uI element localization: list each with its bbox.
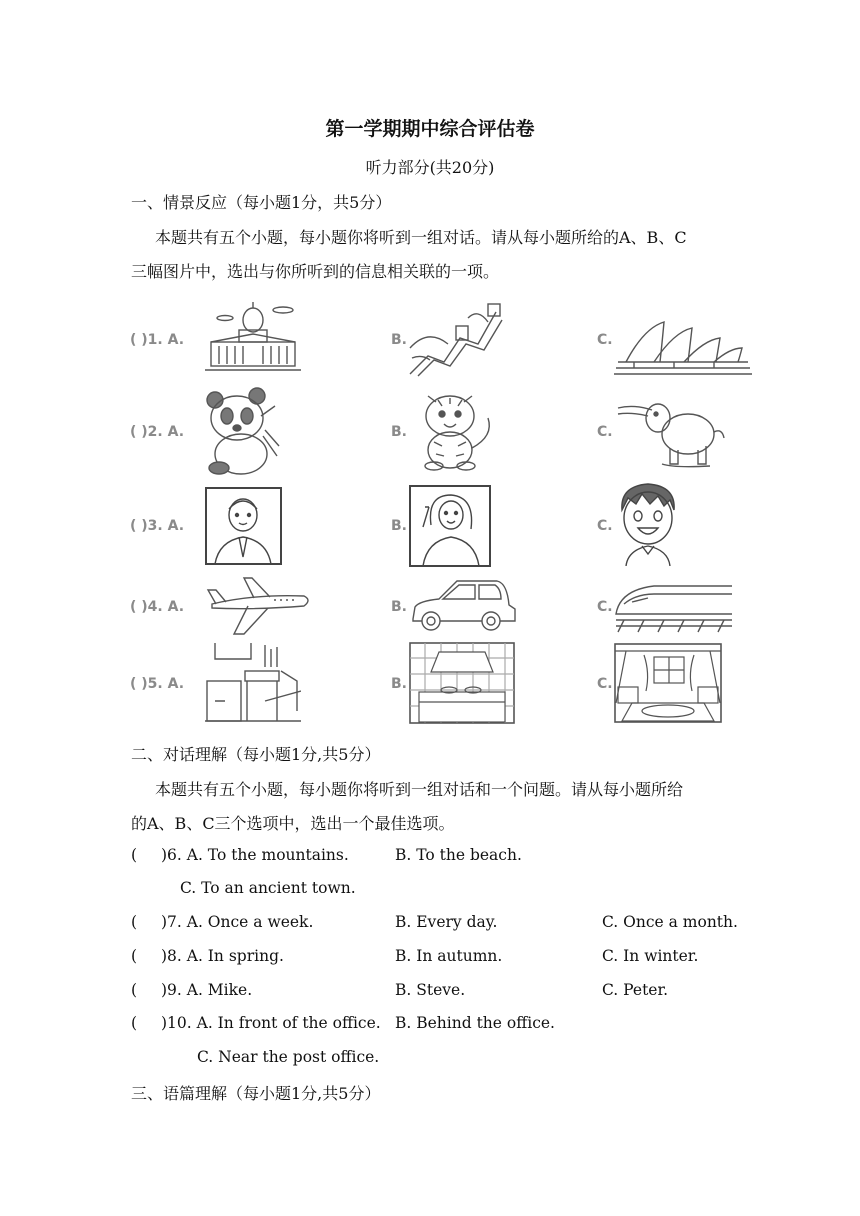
panda-icon[interactable] [205, 386, 281, 476]
q9-bracket: ( [131, 981, 138, 999]
woman-portrait-icon[interactable] [409, 485, 491, 567]
section2-heading: 二、对话理解（每小题1分,共5分） [131, 745, 381, 764]
q1-option-b-label: B. [391, 332, 407, 348]
q6-option-a[interactable]: )6. A. To the mountains. [161, 846, 349, 864]
q7-option-a[interactable]: )7. A. Once a week. [161, 913, 314, 931]
page-title: 第一学期期中综合评估卷 [325, 118, 535, 140]
q10-option-b[interactable]: B. Behind the office. [395, 1014, 555, 1032]
section2-intro-line1: 本题共有五个小题，每小题你将听到一组对话和一个问题。请从每小题所给 [155, 780, 684, 799]
q3-option-c-label: C. [597, 518, 613, 534]
q7-bracket: ( [131, 913, 138, 931]
boy-portrait-icon[interactable] [614, 480, 682, 566]
q7-option-b[interactable]: B. Every day. [395, 913, 498, 931]
elephant-icon[interactable] [614, 398, 728, 470]
page-subtitle: 听力部分(共20分) [365, 158, 495, 177]
car-icon[interactable] [409, 575, 519, 633]
section2-intro-line2: 的A、B、C三个选项中，选出一个最佳选项。 [131, 814, 455, 833]
q9-option-b[interactable]: B. Steve. [395, 981, 466, 999]
section1-heading: 一、情景反应（每小题1分，共5分） [131, 193, 392, 212]
q7-option-c[interactable]: C. Once a month. [602, 913, 738, 931]
q6-option-b[interactable]: B. To the beach. [395, 846, 522, 864]
great-wall-icon[interactable] [408, 298, 504, 378]
q9-option-a[interactable]: )9. A. Mike. [161, 981, 253, 999]
q2-option-c-label: C. [597, 424, 613, 440]
q2-label: ( )2. A. [130, 424, 185, 440]
q5-option-c-label: C. [597, 676, 613, 692]
q10-bracket: ( [131, 1014, 138, 1032]
q1-label: ( )1. A. [130, 332, 185, 348]
tiger-icon[interactable] [410, 388, 496, 472]
q5-option-b-label: B. [391, 676, 407, 692]
q2-option-b-label: B. [391, 424, 407, 440]
q8-bracket: ( [131, 947, 138, 965]
q4-label: ( )4. A. [130, 599, 185, 615]
q9-option-c[interactable]: C. Peter. [602, 981, 669, 999]
q8-option-c[interactable]: C. In winter. [602, 947, 699, 965]
capitol-building-icon[interactable] [203, 298, 303, 376]
man-portrait-icon[interactable] [205, 487, 282, 565]
q8-option-b[interactable]: B. In autumn. [395, 947, 503, 965]
q4-option-b-label: B. [391, 599, 407, 615]
q6-bracket: ( [131, 846, 138, 864]
q4-option-c-label: C. [597, 599, 613, 615]
sydney-opera-house-icon[interactable] [614, 318, 752, 378]
study-room-icon[interactable] [205, 641, 301, 723]
kitchen-icon[interactable] [409, 642, 515, 724]
q3-option-b-label: B. [391, 518, 407, 534]
q8-option-a[interactable]: )8. A. In spring. [161, 947, 284, 965]
section3-heading: 三、语篇理解（每小题1分,共5分） [131, 1084, 381, 1103]
q10-option-c[interactable]: C. Near the post office. [197, 1048, 380, 1066]
airplane-icon[interactable] [204, 574, 314, 636]
q3-label: ( )3. A. [130, 518, 185, 534]
q6-option-c[interactable]: C. To an ancient town. [180, 879, 356, 897]
train-icon[interactable] [614, 576, 734, 634]
q1-option-c-label: C. [597, 332, 613, 348]
q10-option-a[interactable]: )10. A. In front of the office. [161, 1014, 381, 1032]
living-room-icon[interactable] [614, 643, 722, 723]
q5-label: ( )5. A. [130, 676, 185, 692]
section1-intro-line2: 三幅图片中，选出与你所听到的信息相关联的一项。 [131, 262, 500, 281]
section1-intro-line1: 本题共有五个小题，每小题你将听到一组对话。请从每小题所给的A、B、C [155, 228, 687, 247]
